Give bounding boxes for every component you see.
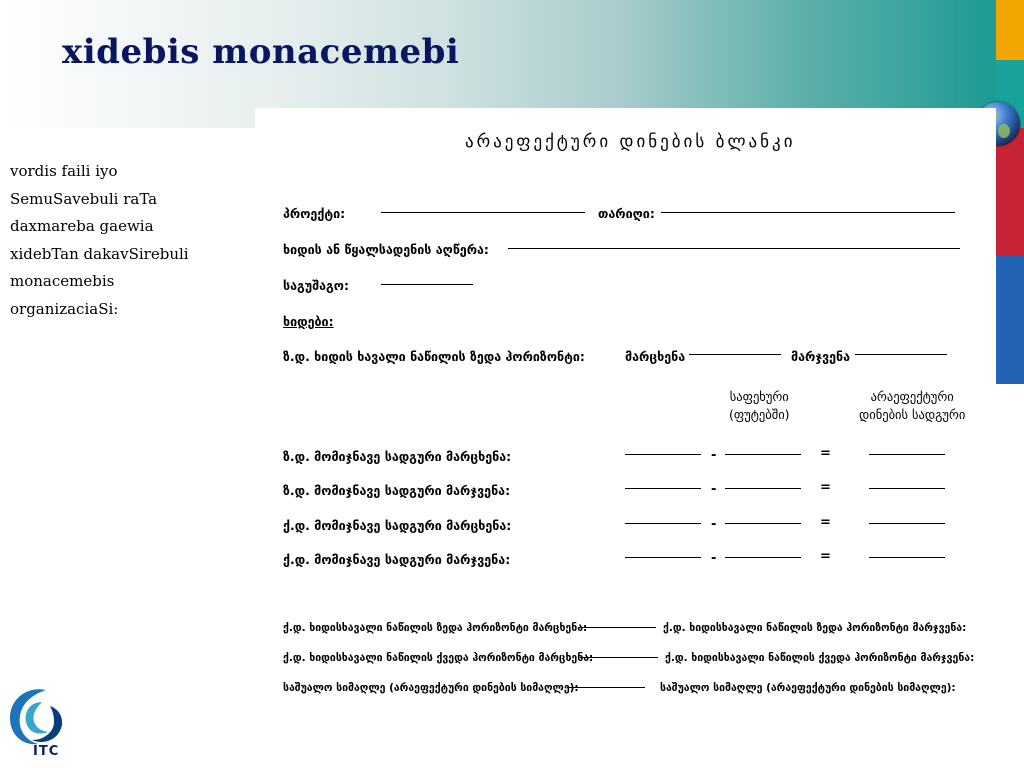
- row-field-line: [725, 523, 801, 524]
- accent-stripe-red: [996, 128, 1024, 256]
- equals-sign: =: [820, 515, 831, 530]
- structure-field-line: [381, 284, 473, 285]
- column-header-station: [859, 388, 965, 424]
- bottom-left-label: ქ.დ. ხიდისხავალი ნაწილის ქვედა ჰორიზონტი მარცხენა:: [283, 652, 594, 664]
- equals-sign: =: [820, 446, 831, 461]
- row-field-line: [869, 557, 945, 558]
- side-text-line: monacemebis: [10, 272, 115, 290]
- station-row-label: ზ.დ. მომიჯნავე სადგური მარცხენა:: [283, 449, 512, 464]
- bridge-description-line: [508, 248, 960, 249]
- side-text-line: SemuSavebuli raTa: [10, 189, 158, 208]
- accent-stripe-orange: [996, 0, 1024, 60]
- top-horizon-right-line: [855, 354, 947, 355]
- column-header-station-line2: დინების სადგური: [859, 407, 966, 422]
- side-text-line: xidebTan dakavSirebuli: [10, 244, 189, 263]
- form-document: [255, 108, 996, 708]
- bottom-field-line: [567, 687, 645, 688]
- bottom-field-line: [580, 657, 658, 658]
- column-header-steps-line2: (ფუტებში): [729, 407, 790, 422]
- project-field-line: [381, 212, 585, 213]
- bridges-label-text: ხიდები:: [283, 314, 334, 329]
- form-title: არაეფექტური დინების ბლანკი: [465, 132, 796, 152]
- date-label: თარიღი:: [598, 206, 655, 221]
- date-field-line: [661, 212, 955, 213]
- station-row-label: ზ.დ. მომიჯნავე სადგური მარჯვენა:: [283, 483, 511, 498]
- row-field-line: [869, 454, 945, 455]
- side-text-line: vordis faili iyo: [10, 162, 118, 180]
- row-field-line: [625, 523, 701, 524]
- minus-sign: -: [711, 517, 717, 532]
- bridges-section-label: [283, 314, 334, 329]
- bottom-left-label: ქ.დ. ხიდისხავალი ნაწილის ზედა ჰორიზონტი მარცხენა:: [283, 622, 588, 634]
- minus-sign: -: [711, 448, 717, 463]
- itc-logo-text: ITC: [33, 744, 60, 759]
- column-header-steps-line1: საფეხური: [729, 389, 789, 404]
- minus-sign: -: [711, 551, 717, 566]
- column-header-steps: [729, 388, 790, 424]
- equals-sign: =: [820, 480, 831, 495]
- bottom-left-label: საშუალო სიმაღლე (არაეფექტური დინების სიმაღლე):: [283, 682, 579, 694]
- right-label: მარჯვენა: [791, 349, 851, 364]
- row-field-line: [869, 488, 945, 489]
- row-field-line: [625, 488, 701, 489]
- station-row-label: ქ.დ. მომიჯნავე სადგური მარჯვენა:: [283, 552, 511, 567]
- bottom-right-label: საშუალო სიმაღლე (არაეფექტური დინების სიმაღლე):: [660, 682, 956, 694]
- side-text-line: organizaciaSi:: [10, 299, 119, 318]
- top-horizon-label: ზ.დ. ხიდის ხავალი ნაწილის ზედა ჰორიზონტი:: [283, 349, 585, 364]
- side-description: [10, 158, 245, 323]
- row-field-line: [725, 454, 801, 455]
- side-text-line: daxmareba gaewia: [10, 217, 154, 235]
- slide-title: xidebis monacemebi: [62, 32, 460, 72]
- structure-label: საგუშაგო:: [283, 278, 349, 293]
- top-horizon-left-line: [689, 354, 781, 355]
- bottom-right-label: ქ.დ. ხიდისხავალი ნაწილის ქვედა ჰორიზონტი მარჯვენა:: [665, 652, 975, 664]
- bottom-field-line: [578, 627, 656, 628]
- bridge-description-label: ხიდის ან წყალსადენის აღწერა:: [283, 242, 489, 257]
- row-field-line: [625, 557, 701, 558]
- row-field-line: [725, 557, 801, 558]
- left-label: მარცხენა: [625, 349, 686, 364]
- station-row-label: ქ.დ. მომიჯნავე სადგური მარცხენა:: [283, 518, 512, 533]
- minus-sign: -: [711, 482, 717, 497]
- accent-stripe-blue: [996, 256, 1024, 384]
- row-field-line: [625, 454, 701, 455]
- row-field-line: [725, 488, 801, 489]
- project-label: პროექტი:: [283, 206, 346, 221]
- equals-sign: =: [820, 549, 831, 564]
- column-header-station-line1: არაეფექტური: [870, 389, 954, 404]
- bottom-right-label: ქ.დ. ხიდისხავალი ნაწილის ზედა ჰორიზონტი მარჯვენა:: [663, 622, 967, 634]
- row-field-line: [869, 523, 945, 524]
